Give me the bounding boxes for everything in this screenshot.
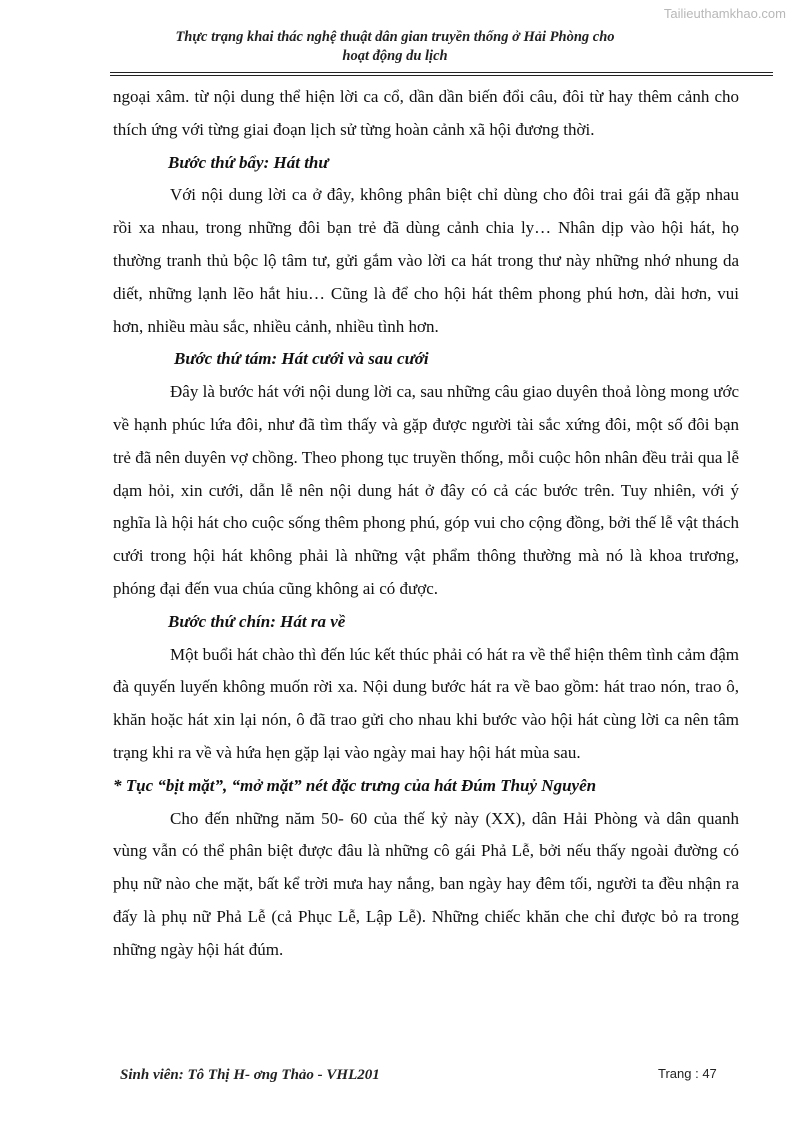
heading-step-7: Bước thứ bẩy: Hát thư	[168, 152, 329, 172]
header-line-1: Thực trạng khai thác nghệ thuật dân gian truyền thống ở Hải Phòng cho	[175, 29, 615, 45]
paragraph-step-8: Đây là bước hát với nội dung lời ca, sau những câu giao duyên thoả lòng mong ước về hạnh phúc lứa đôi, như đã tìm thấy và gặp được người tài sắc xứng đôi, một số đôi bạn trẻ đã nên duyên vợ chồng. Theo phong tục truyền thống, mỗi cuộc hôn nhân đều trải qua lễ dạm hỏi, xin cưới, dẫn lễ nên nội dung hát ở đây có cả các bước trên. Tuy nhiên, với ý nghĩa là hội hát cho cuộc sống thêm phong phú, góp vui cho cộng đồng, bởi thế lễ vật thách cưới trong hội hát không phải là những vật phẩm thông thường mà nó là khoa trương, phóng đại đến vua chúa cũng không ai có được.	[113, 382, 739, 598]
footer-student: Sinh viên: Tô Thị H- ơng Thảo - VHL201	[120, 1067, 380, 1083]
paragraph-step-9: Một buổi hát chào thì đến lúc kết thúc phải có hát ra về thể hiện thêm tình cảm đậm đà quyến luyến không muốn rời xa. Nội dung bước hát ra về bao gồm: hát trao nón, trao ô, khăn hoặc hát xin lại nón, ô đã trao gửi cho nhau khi bước vào hội hát cùng lời ca nên tâm trạng khi ra về và hứa hẹn gặp lại vào ngày mai hay hội hát mùa sau.	[113, 644, 739, 762]
header-rule-top	[110, 72, 773, 73]
heading-custom: * Tục “bịt mặt”, “mở mặt” nét đặc trưng của hát Đúm Thuỷ Nguyên	[113, 775, 597, 795]
header-line-2: hoạt động du lịch	[342, 48, 448, 64]
footer-page-number: Trang : 47	[658, 1066, 717, 1081]
heading-step-9: Bước thứ chín: Hát ra về	[168, 611, 346, 631]
page-body	[113, 81, 739, 967]
header-rule-bottom	[110, 75, 773, 76]
watermark: Tailieuthamkhao.com	[663, 6, 786, 21]
heading-step-8: Bước thứ tám: Hát cưới và sau cưới	[174, 349, 429, 369]
paragraph-custom: Cho đến những năm 50- 60 của thế kỷ này (XX), dân Hải Phòng và dân quanh vùng vẫn có thể phân biệt được đâu là những cô gái Phả Lễ, bởi nếu thấy ngoài đường có phụ nữ nào che mặt, bất kể trời mưa hay nắng, ban ngày hay đêm tối, người ta đều nhận ra đấy là phụ nữ Phả Lễ (cả Phục Lễ, Lập Lễ). Những chiếc khăn che chỉ được bỏ ra trong những ngày hội hát đúm.	[113, 808, 739, 959]
running-header	[110, 28, 680, 66]
paragraph-intro: ngoại xâm. từ nội dung thể hiện lời ca cổ, dần dần biến đổi câu, đôi từ hay thêm cảnh cho thích ứng với từng giai đoạn lịch sử từng hoàn cảnh xã hội đương thời.	[113, 87, 739, 139]
paragraph-step-7: Với nội dung lời ca ở đây, không phân biệt chỉ dùng cho đôi trai gái đã gặp nhau rồi xa nhau, trong những đôi bạn trẻ đã dùng cảnh chia ly… Nhân dịp vào hội hát, họ thường tranh thủ bộc lộ tâm tư, gửi gắm vào lời ca hát trong thư này những nhớ nhung da diết, những lạnh lẽo hắt hiu… Cũng là để cho hội hát thêm phong phú hơn, dài hơn, vui hơn, nhiều màu sắc, nhiều cảnh, nhiều tình hơn.	[113, 185, 739, 336]
